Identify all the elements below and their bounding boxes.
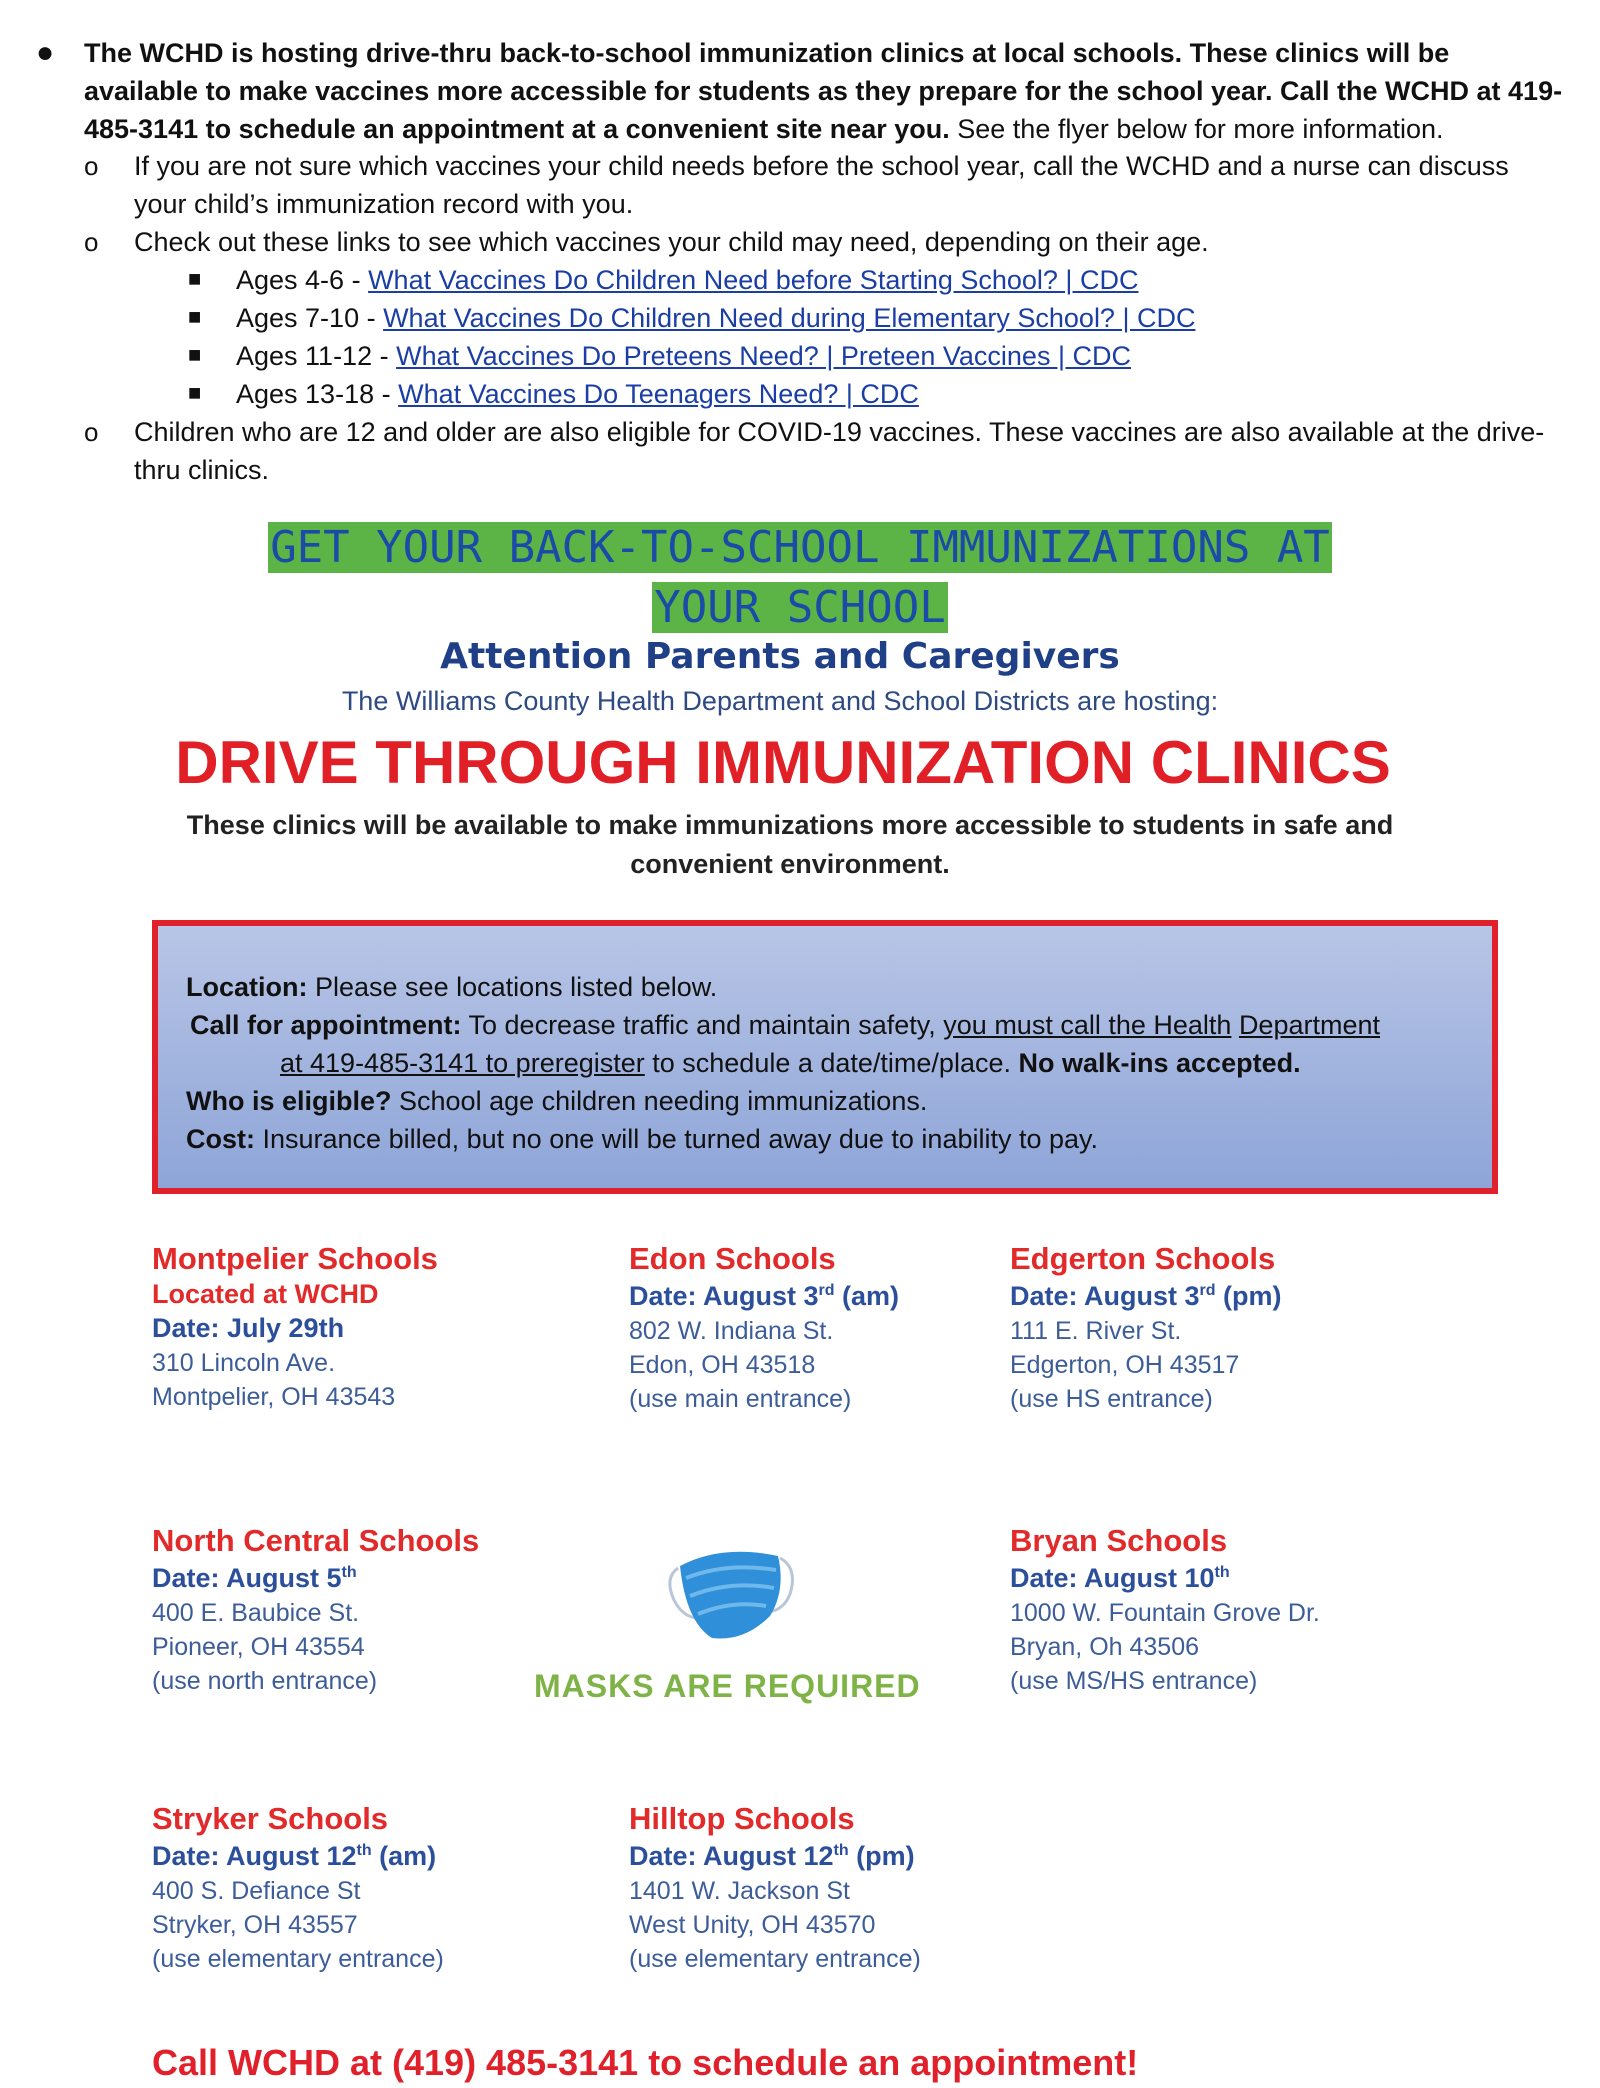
school-name: Edon Schools	[629, 1241, 836, 1276]
ages-label: Ages 7-10 -	[236, 303, 384, 333]
school-address-2: Montpelier, OH 43543	[152, 1383, 396, 1411]
school-name: Bryan Schools	[1010, 1523, 1228, 1558]
date-text: Date: August 12	[629, 1841, 834, 1871]
link-item	[188, 261, 1139, 299]
school-hilltop	[629, 1800, 921, 1976]
info-cost	[186, 1120, 1098, 1158]
bullet-dot-icon: ●	[36, 36, 55, 69]
call-underline-3: at 419-485-3141 to preregister	[280, 1048, 645, 1078]
school-date	[629, 1278, 899, 1314]
school-address-3: (use main entrance)	[629, 1385, 852, 1413]
main-bold-text: The WCHD is hosting drive-thru back-to-school immunization clinics at local schools. These clinics will be available to make vaccines more accessible for students as they prepare for the school year. Call the WCHD at 419-485-3141 to schedule an appointment at a convenient site near you.	[84, 38, 1563, 144]
info-call-cont	[280, 1044, 1301, 1082]
flyer-title: DRIVE THROUGH IMMUNIZATION CLINICS	[175, 729, 1391, 796]
school-address-2: West Unity, OH 43570	[629, 1911, 876, 1939]
location-text: Please see locations listed below.	[307, 972, 718, 1002]
bullet-square-icon: ■	[188, 304, 202, 329]
school-name: Edgerton Schools	[1010, 1241, 1276, 1276]
cdc-link-ages-11-12[interactable]: What Vaccines Do Preteens Need? | Preteen Vaccines | CDC	[396, 341, 1131, 371]
school-edgerton	[1010, 1240, 1282, 1416]
banner-text-1: GET YOUR BACK-TO-SCHOOL IMMUNIZATIONS AT	[270, 522, 1330, 573]
school-name: North Central Schools	[152, 1523, 480, 1558]
school-address-1: 1000 W. Fountain Grove Dr.	[1010, 1599, 1320, 1627]
date-suffix: th	[833, 1842, 849, 1859]
call-to-action: Call WCHD at (419) 485-3141 to schedule an appointment!	[152, 2042, 1139, 2083]
call-underline-2: Department	[1238, 1010, 1381, 1040]
school-address-1: 1401 W. Jackson St	[629, 1877, 850, 1905]
call-no-walkins: No walk-ins accepted.	[1018, 1048, 1301, 1078]
flyer-banner-line2	[0, 582, 1600, 633]
date-period: (pm)	[848, 1841, 915, 1871]
sub-bullet-links	[84, 223, 1554, 261]
date-suffix: th	[1214, 1564, 1230, 1581]
ages-label: Ages 11-12 -	[236, 341, 397, 371]
school-address-1: 400 E. Baubice St.	[152, 1599, 360, 1627]
school-stryker	[152, 1800, 444, 1976]
flyer-banner-line1	[0, 522, 1600, 573]
school-date	[629, 1838, 921, 1874]
sub-bullet-covid	[84, 413, 1554, 489]
call-underline-1: you must call the Health	[943, 1010, 1232, 1040]
school-location-note: Located at WCHD	[152, 1279, 379, 1309]
bullet-square-icon: ■	[188, 380, 202, 405]
banner-text-2: YOUR SCHOOL	[654, 582, 946, 633]
school-address-2: Edgerton, OH 43517	[1010, 1351, 1240, 1379]
flyer-subtitle: These clinics will be available to make immunizations more accessible to students in safe and convenient environment.	[186, 810, 1394, 879]
date-period: (pm)	[1215, 1281, 1282, 1311]
main-bullet-item	[36, 34, 1564, 148]
sub-text-nurse: If you are not sure which vaccines your child needs before the school year, call the WCHD and a nurse can discuss your child’s immunization record with you.	[134, 151, 1509, 219]
school-edon	[629, 1240, 899, 1416]
main-tail-text: See the flyer below for more information.	[949, 114, 1444, 144]
sub-text-covid: Children who are 12 and older are also eligible for COVID-19 vaccines. These vaccines are also available at the drive-thru clinics.	[134, 417, 1545, 485]
date-text: Date: August 10	[1010, 1563, 1215, 1593]
school-north-central	[152, 1522, 479, 1698]
school-date: Date: July 29th	[152, 1313, 345, 1343]
school-address-2: Stryker, OH 43557	[152, 1911, 358, 1939]
school-name: Stryker Schools	[152, 1801, 389, 1836]
date-text: Date: August 5	[152, 1563, 342, 1593]
cost-label: Cost:	[186, 1124, 255, 1154]
school-date	[152, 1838, 444, 1874]
date-suffix: rd	[1199, 1282, 1216, 1299]
bullet-square-icon: ■	[188, 266, 202, 291]
info-box	[152, 920, 1498, 1194]
school-address-3: (use elementary entrance)	[629, 1945, 921, 1973]
link-item	[188, 375, 919, 413]
bullet-circle-icon: o	[84, 417, 99, 447]
date-text: Date: August 3	[1010, 1281, 1200, 1311]
bullet-circle-icon: o	[84, 151, 99, 181]
cdc-link-ages-4-6[interactable]: What Vaccines Do Children Need before Starting School? | CDC	[368, 265, 1139, 295]
school-address-1: 310 Lincoln Ave.	[152, 1349, 336, 1377]
school-date	[1010, 1560, 1320, 1596]
call-text-2: to schedule a date/time/place.	[644, 1048, 1019, 1078]
attention-heading: Attention Parents and Caregivers	[440, 636, 1120, 677]
date-suffix: rd	[818, 1282, 835, 1299]
school-address-3: (use MS/HS entrance)	[1010, 1667, 1258, 1695]
sub-bullet-nurse	[84, 147, 1554, 223]
face-mask-icon	[660, 1538, 800, 1648]
school-date	[1010, 1278, 1282, 1314]
info-location	[186, 968, 717, 1006]
eligible-label: Who is eligible?	[186, 1086, 392, 1116]
link-item	[188, 337, 1131, 375]
date-period: (am)	[834, 1281, 900, 1311]
school-date	[152, 1560, 479, 1596]
info-call	[190, 1006, 1480, 1044]
school-address-2: Pioneer, OH 43554	[152, 1633, 365, 1661]
school-address-3: (use HS entrance)	[1010, 1385, 1213, 1413]
hosting-text: The Williams County Health Department and School Districts are hosting:	[341, 686, 1219, 716]
school-bryan	[1010, 1522, 1320, 1698]
school-address-2: Edon, OH 43518	[629, 1351, 816, 1379]
bullet-circle-icon: o	[84, 227, 99, 257]
date-suffix: th	[356, 1842, 372, 1859]
school-address-3: (use elementary entrance)	[152, 1945, 444, 1973]
school-address-1: 802 W. Indiana St.	[629, 1317, 834, 1345]
date-period: (am)	[371, 1841, 437, 1871]
sub-text-links: Check out these links to see which vaccines your child may need, depending on their age.	[134, 227, 1209, 257]
call-space	[1231, 1010, 1239, 1040]
location-label: Location:	[186, 972, 308, 1002]
date-text: Date: August 12	[152, 1841, 357, 1871]
school-address-3: (use north entrance)	[152, 1667, 378, 1695]
call-text-1: To decrease traffic and maintain safety,	[461, 1010, 944, 1040]
cost-text: Insurance billed, but no one will be turned away due to inability to pay.	[255, 1124, 1099, 1154]
cdc-link-ages-13-18[interactable]: What Vaccines Do Teenagers Need? | CDC	[398, 379, 919, 409]
eligible-text: School age children needing immunizations.	[391, 1086, 928, 1116]
ages-label: Ages 4-6 -	[236, 265, 369, 295]
call-label: Call for appointment:	[190, 1010, 462, 1040]
school-name: Montpelier Schools	[152, 1241, 438, 1276]
school-montpelier	[152, 1240, 438, 1414]
date-text: Date: August 3	[629, 1281, 819, 1311]
school-address-1: 111 E. River St.	[1010, 1317, 1182, 1345]
bullet-square-icon: ■	[188, 342, 202, 367]
cdc-link-ages-7-10[interactable]: What Vaccines Do Children Need during Elementary School? | CDC	[383, 303, 1196, 333]
masks-required-text: MASKS ARE REQUIRED	[534, 1668, 921, 1704]
school-address-2: Bryan, Oh 43506	[1010, 1633, 1200, 1661]
link-item	[188, 299, 1196, 337]
school-name: Hilltop Schools	[629, 1801, 855, 1836]
info-eligible	[186, 1082, 927, 1120]
ages-label: Ages 13-18 -	[236, 379, 399, 409]
date-suffix: th	[341, 1564, 357, 1581]
school-address-1: 400 S. Defiance St	[152, 1877, 361, 1905]
